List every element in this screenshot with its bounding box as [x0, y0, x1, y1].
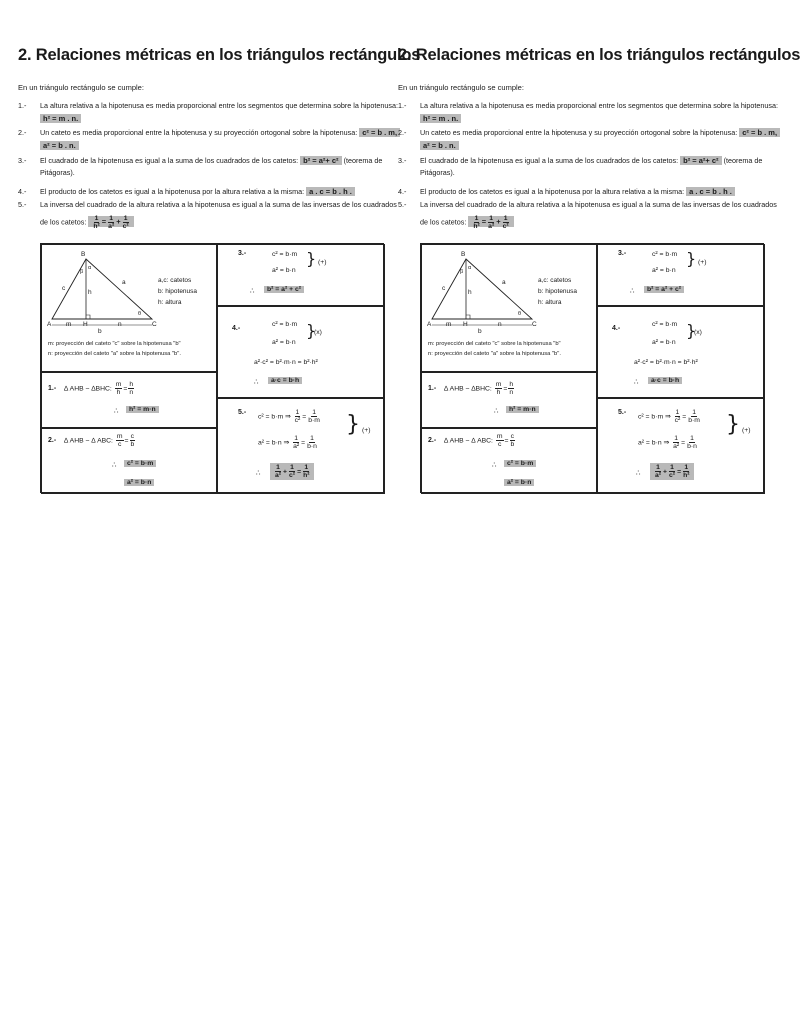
brace: } — [306, 249, 317, 268]
proof-box-2 — [421, 428, 597, 494]
segment-m: m — [66, 321, 72, 328]
proof-box-3 — [597, 244, 765, 306]
formula-highlight: h² = m . n. — [40, 114, 81, 123]
equation: a² = b·n — [272, 339, 296, 346]
equation: a² = b·n ⇒ $\frac{1}{\text{a²}}$ = $\frac{1}{b\cdot n}$ — [258, 435, 317, 450]
equation: a² = b·n — [272, 267, 296, 274]
vertex-C: C — [152, 321, 157, 328]
proof-box-4 — [217, 306, 385, 398]
formula-highlight: b² = a²+ c² — [300, 156, 341, 165]
proof-box-2 — [41, 428, 217, 494]
item-text: La altura relativa a la hipotenusa es media proporcional entre los segmentos que determina sobre la hipotenusa: — [40, 101, 398, 110]
side-a: a — [502, 279, 506, 286]
result-highlight: h² = m·n — [506, 406, 539, 413]
equation: a² = b·n — [652, 339, 676, 346]
item-number: 2.- — [18, 128, 27, 137]
item-number: 5.- — [18, 200, 27, 209]
item-number: 1.- — [18, 101, 27, 110]
equation: c² = b·m ⇒ $\frac{1}{\text{c²}}$ = $\frac{1}{b\cdot m}$ — [258, 409, 320, 424]
formula-highlight: c² = b . m, — [359, 128, 400, 137]
item-number: 2.- — [398, 128, 407, 137]
item-text: Un cateto es media proporcional entre la hipotenusa y su proyección ortogonal sobre la hipotenusa: — [420, 128, 738, 137]
box-label: 1.- — [48, 385, 57, 392]
document-copy-right — [394, 0, 800, 500]
legend-altura: h: altura — [538, 299, 562, 306]
therefore-symbol: ∴ — [254, 379, 259, 386]
therefore-symbol: ∴ — [636, 470, 641, 477]
proof-box-1 — [421, 372, 597, 428]
proof-box-5 — [597, 398, 765, 494]
item-number: 3.- — [18, 156, 27, 165]
therefore-symbol: ∴ — [494, 408, 499, 415]
box-label: 5.- — [618, 409, 627, 416]
item-text: Pitágoras). — [40, 168, 75, 177]
equation: a² = b·n ⇒ $\frac{1}{\text{a²}}$ = $\frac{1}{b\cdot n}$ — [638, 435, 697, 450]
vertex-H: H — [463, 321, 468, 328]
formula-highlight: a² = b . n. — [420, 141, 459, 150]
intro-text: En un triángulo rectángulo se cumple: — [398, 83, 524, 92]
item-text: de los catetos: — [40, 217, 87, 227]
formula-highlight: a² = b . n. — [40, 141, 79, 150]
segment-m: m — [446, 321, 452, 328]
angle-theta: θ — [138, 311, 142, 317]
vertex-B: B — [81, 251, 86, 258]
result-highlight: a·c = b·h — [648, 377, 682, 384]
projection-m-note: m: proyección del cateto "c" sobre la hipotenusa "b" — [428, 341, 561, 347]
segment-n: n — [118, 321, 122, 328]
similarity-statement: ∆ AHB ~ ∆BHC: $\frac{m}{h}$ = $\frac{h}{n}$ — [444, 381, 514, 396]
proof-box-3 — [217, 244, 385, 306]
projection-n-note: n: proyección del cateto "a" sobre la hipotenusa "b". — [48, 351, 181, 357]
item-number: 3.- — [398, 156, 407, 165]
legend-hipotenusa: b: hipotenusa — [158, 288, 198, 295]
item-number: 5.- — [398, 200, 407, 209]
item-number: 1.- — [398, 101, 407, 110]
vertex-H: H — [83, 321, 88, 328]
result-highlight: a·c = b·h — [268, 377, 302, 384]
equation: c² = b·m ⇒ $\frac{1}{\text{c²}}$ = $\frac{1}{b\cdot m}$ — [638, 409, 700, 424]
formula-highlight: c² = b . m, — [739, 128, 780, 137]
therefore-symbol: ∴ — [250, 288, 255, 295]
result-highlight: c² = b·m — [124, 460, 156, 467]
equation: c² = b·m — [652, 321, 678, 328]
formula-highlight: h² = m . n. — [420, 114, 461, 123]
similarity-statement: ∆ AHB ~ ∆ ABC: $\frac{m}{c}$ = $\frac{c}{b}$ — [64, 433, 135, 448]
item-text: El cuadrado de la hipotenusa es igual a la suma de los cuadrados de los catetos: — [40, 156, 299, 165]
projection-m-note: m: proyección del cateto "c" sobre la hipotenusa "b" — [48, 341, 181, 347]
equation: a² = b·n — [652, 267, 676, 274]
item-text: La inversa del cuadrado de la altura relativa a la hipotenusa es igual a la suma de las inversas de los cuadrados — [420, 200, 777, 209]
brace: } — [726, 412, 740, 437]
brace: } — [306, 321, 317, 340]
side-a: a — [122, 279, 126, 286]
proof-box-4 — [597, 306, 765, 398]
inverse-formula: $\frac{1}{\text{h²}}$ = $\frac{1}{\text{a²}}$ + $\frac{1}{\text{c²}}$ — [88, 216, 133, 227]
result-highlight: $\frac{1}{\text{a²}}$ + $\frac{1}{\text{c²}}$ = $\frac{1}{\text{h²}}$ — [650, 463, 694, 480]
therefore-symbol: ∴ — [112, 462, 117, 469]
similarity-statement: ∆ AHB ~ ∆ ABC: $\frac{m}{c}$ = $\frac{c}{b}$ — [444, 433, 515, 448]
equation: a²·c² = b²·m·n = b²·h² — [634, 359, 698, 366]
therefore-symbol: ∴ — [492, 462, 497, 469]
angle-beta: β — [80, 269, 84, 275]
side-c: c — [442, 285, 446, 292]
item-text: de los catetos: — [420, 217, 467, 227]
vertex-A: A — [47, 321, 52, 328]
item-text: La inversa del cuadrado de la altura relativa a la hipotenusa es igual a la suma de las inversas de los cuadrados — [40, 200, 397, 209]
equation: c² = b·m — [652, 251, 678, 258]
legend-altura: h: altura — [158, 299, 182, 306]
operation: (+) — [362, 427, 371, 434]
angle-alpha: α — [468, 265, 472, 271]
angle-theta: θ — [518, 311, 522, 317]
projection-n-note: n: proyección del cateto "a" sobre la hipotenusa "b". — [428, 351, 561, 357]
altitude-h: h — [88, 289, 92, 296]
document-copy-left — [14, 0, 421, 500]
angle-beta: β — [460, 269, 464, 275]
item-text: Pitágoras). — [420, 168, 455, 177]
box-label: 4.- — [612, 325, 621, 332]
angle-alpha: α — [88, 265, 92, 271]
page-title: 2. Relaciones métricas en los triángulos rectángulos — [398, 46, 800, 64]
operation: (x) — [694, 329, 702, 336]
box-label: 3.- — [238, 250, 247, 257]
item-text: El producto de los catetos es igual a la hipotenusa por la altura relativa a la misma: — [40, 187, 305, 196]
intro-text: En un triángulo rectángulo se cumple: — [18, 83, 144, 92]
result-highlight: b² = a² + c² — [264, 286, 304, 293]
side-c: c — [62, 285, 66, 292]
operation: (+) — [742, 427, 751, 434]
similarity-statement: ∆ AHB ~ ∆BHC: $\frac{m}{h}$ = $\frac{h}{n}$ — [64, 381, 134, 396]
brace: } — [686, 321, 697, 340]
brace: } — [346, 412, 360, 437]
result-highlight: h² = m·n — [126, 406, 159, 413]
item-text: (teorema de — [723, 156, 763, 165]
altitude-h: h — [468, 289, 472, 296]
formula-highlight: a . c = b . h . — [306, 187, 355, 196]
item-text: El producto de los catetos es igual a la hipotenusa por la altura relativa a la misma: — [420, 187, 685, 196]
equation: c² = b·m — [272, 251, 298, 258]
therefore-symbol: ∴ — [256, 470, 261, 477]
box-label: 5.- — [238, 409, 247, 416]
item-text: Un cateto es media proporcional entre la hipotenusa y su proyección ortogonal sobre la hipotenusa: — [40, 128, 358, 137]
result-highlight: $\frac{1}{\text{a²}}$ + $\frac{1}{\text{c²}}$ = $\frac{1}{\text{h²}}$ — [270, 463, 314, 480]
equation: c² = b·m — [272, 321, 298, 328]
item-number: 4.- — [398, 187, 407, 196]
vertex-A: A — [427, 321, 432, 328]
result-highlight: b² = a² + c² — [644, 286, 684, 293]
triangle-figure-cell — [421, 244, 597, 372]
triangle-figure-cell — [41, 244, 217, 372]
box-label: 1.- — [428, 385, 437, 392]
operation: (+) — [698, 259, 707, 266]
operation: (+) — [318, 259, 327, 266]
result-highlight: a² = b·n — [124, 479, 154, 486]
vertex-B: B — [461, 251, 466, 258]
brace: } — [686, 249, 697, 268]
hypotenuse-b: b — [98, 328, 102, 335]
inverse-formula: $\frac{1}{\text{h²}}$ = $\frac{1}{\text{a²}}$ + $\frac{1}{\text{c²}}$ — [468, 216, 513, 227]
page-title: 2. Relaciones métricas en los triángulos rectángulos — [18, 46, 421, 64]
proof-box-5 — [217, 398, 385, 494]
result-highlight: c² = b·m — [504, 460, 536, 467]
legend-hipotenusa: b: hipotenusa — [538, 288, 578, 295]
operation: (x) — [314, 329, 322, 336]
proof-grid — [420, 243, 764, 493]
therefore-symbol: ∴ — [114, 408, 119, 415]
item-text: El cuadrado de la hipotenusa es igual a la suma de los cuadrados de los catetos: — [420, 156, 679, 165]
legend-catetos: a,c: catetos — [158, 277, 192, 284]
proof-grid — [40, 243, 384, 493]
hypotenuse-b: b — [478, 328, 482, 335]
segment-n: n — [498, 321, 502, 328]
item-text: (teorema de — [343, 156, 383, 165]
proof-box-1 — [41, 372, 217, 428]
formula-highlight: b² = a²+ c² — [680, 156, 721, 165]
result-highlight: a² = b·n — [504, 479, 534, 486]
equation: a²·c² = b²·m·n = b²·h² — [254, 359, 318, 366]
therefore-symbol: ∴ — [634, 379, 639, 386]
box-label: 3.- — [618, 250, 627, 257]
item-text: La altura relativa a la hipotenusa es media proporcional entre los segmentos que determina sobre la hipotenusa: — [420, 101, 778, 110]
therefore-symbol: ∴ — [630, 288, 635, 295]
vertex-C: C — [532, 321, 537, 328]
legend-catetos: a,c: catetos — [538, 277, 572, 284]
box-label: 2.- — [428, 437, 437, 444]
formula-highlight: a . c = b . h . — [686, 187, 735, 196]
box-label: 2.- — [48, 437, 57, 444]
item-number: 4.- — [18, 187, 27, 196]
box-label: 4.- — [232, 325, 241, 332]
